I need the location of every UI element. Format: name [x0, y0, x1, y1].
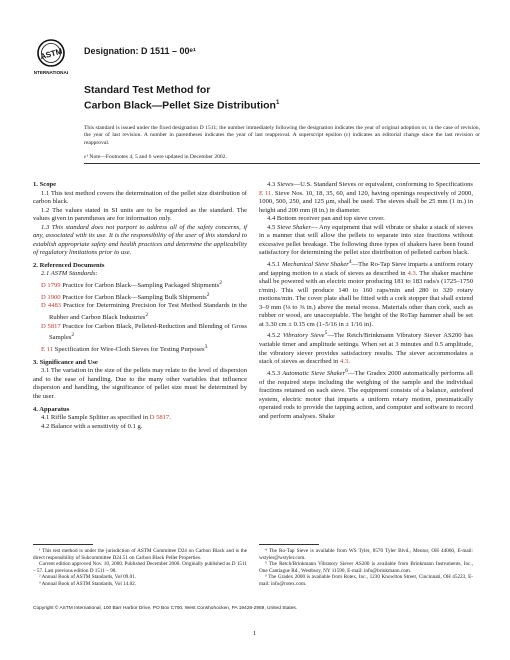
designation: Designation: D 1511 – 00ᵉ¹ [84, 46, 196, 56]
section-1-heading: 1. Scope [33, 181, 57, 188]
reference-link[interactable]: E 11 [41, 346, 54, 354]
section-2-heading: 2. Referenced Documents [33, 261, 105, 269]
reference-link[interactable]: D 1799 [41, 282, 61, 290]
para-4-5-2: 4.5.2 Vibratory Sieve$^5$—The Retch/Brinkmann Vibratory Siever AS200 has variable timer and amplitude settings. When set at 3 minutes and 0.5 amplitude, the vibratory siever provides satisfactory results. The siever accommodates a stack of sieves as described in 4.3. [259, 330, 473, 366]
header-rule [84, 163, 480, 164]
reference-item: D 1799 Practice for Carbon Black—Sampling Packaged Shipments$^2$ [41, 280, 222, 290]
footnote: ⁵ The Retch/Brinkmann Vibratory Siever AS200 is available from Brinkmann Instruments, Inc., One Cantiague Rd., Westbury, NY 11590, E-mail: info@brinkmann.com. [259, 561, 473, 574]
para-1-1: 1.1 This test method covers the determination of the pellet size distribution of carbon black. [33, 189, 247, 206]
page-number: 1 [253, 630, 257, 637]
para-4-2: 4.2 Balance with a sensitivity of 0.1 g. [41, 422, 143, 430]
reference-link[interactable]: D 5817 [149, 414, 170, 422]
reference-link[interactable]: D 5817 [41, 322, 61, 330]
reference-item: E 11 Specification for Wire-Cloth Sieves for Testing Purposes$^3$ [41, 344, 208, 354]
footnote: ⁴ The Ro-Tap Sieve is available from WS Tyler, 8570 Tyler Blvd., Mentor, OH 44060, E-mail: wstyler@wstyler.com. [259, 548, 473, 561]
copyright: Copyright © ASTM International, 100 Barr Harbor Drive, PO Box C700, West Conshohocken, PA 19428-2959, United States. [33, 606, 298, 611]
document-title [84, 84, 279, 113]
footnote-rule [259, 544, 319, 545]
astm-logo [34, 38, 68, 78]
title-line2: Carbon Black—Pellet Size Distribution$^1$ [84, 99, 280, 112]
right-column [259, 181, 473, 421]
reference-link[interactable]: 4.3 [407, 269, 416, 277]
section-4-heading: 4. Apparatus [33, 405, 70, 413]
reference-link[interactable]: D 1900 [41, 293, 61, 301]
svg-text:ASTM: ASTM [39, 46, 64, 62]
footnote: ¹ This test method is under the jurisdiction of ASTM Committee D24 on Carbon Black and is the direct responsibility of Subcommittee D24.51 on Carbon Black Pellet Properties. [33, 548, 247, 561]
lead-paragraph: This standard is issued under the fixed designation D 1511; the number immediately following the designation indicates the year of original adoption or, in the case of revision, the year of last revision. A number in parentheses indicates the year of last reapproval. A superscript epsilon (ε) indicates an editorial change since the last revision or reapproval. [84, 125, 480, 146]
para-3-1: 3.1 The variation in the size of the pellets may relate to the level of dispersion and to the ease of handling. Due to the many other variables that influence dispersion and handling, the significance of pellet size must be determined by the user. [33, 367, 247, 400]
reference-link[interactable]: E 11 [259, 189, 272, 197]
para-1-2: 1.2 The values stated in SI units are to be regarded as the standard. The values given in parentheses are for information only. [33, 206, 247, 223]
footnotes-left [33, 548, 247, 588]
footnote: ² Annual Book of ASTM Standards, Vol 09.01. [39, 574, 137, 581]
logo-text: INTERNATIONAL [34, 70, 68, 75]
para-4-5: 4.5 Sieve Shaker— Any equipment that will vibrate or shake a stack of sieves in a manner that will allow the pellets to separate into size fractions without excessive pellet breakage. The following three types of shakers have been found satisfactory for determining the pellet size distribution of pelleted carbon black. [259, 223, 474, 257]
left-column [33, 181, 247, 431]
footnote-rule [33, 544, 93, 545]
para-4-3: 4.3 Sieves—U.S. Standard Sieves or equivalent, conforming to Specifications E 11. Sieve Nos. 10, 18, 35, 60, and 120, having openings respectively of 2000, 1000, 500, 250, and 125 μm, shall be used. The sieves shall be 25 mm (1 in.) in height and 200 mm (8 in.) in diameter. [259, 181, 473, 214]
para-4-1: 4.1 Riffle Sample Splitter as specified in D 5817. [41, 414, 171, 422]
editorial-note: ε¹ Note—Footnotes 4, 5 and 6 were updated in December 2002. [84, 154, 227, 160]
reference-item: D 5817 Practice for Carbon Black, Pelleted-Reduction and Blending of Gross Samples$^2$ [41, 322, 247, 342]
para-2-1: 2.1 ASTM Standards: [41, 270, 98, 278]
reference-link[interactable]: D 4483 [41, 302, 62, 310]
para-4-5-3: 4.5.3 Automatic Sieve Shaker$^6$—The Gradex 2000 automatically performs all of the required steps including the weighing of the sample and the individual fractions retained on each sieve. The equipment consists of a balance, autofeed system, electric motor that imparts a uniform rotary motion, pneumatically operated rods to provide the tapping action, and computer and software to record and perform analyses. Shake [259, 367, 473, 420]
para-1-3: 1.3 This standard does not purport to address all of the safety concerns, if any, associated with its use. It is the responsibility of the user of this standard to establish appropriate safety and health practices and determine the applicability of regulatory limitations prior to use. [33, 223, 247, 257]
footnote: Current edition approved Nov. 10, 2000. Published December 2000. Originally published as D 1511 – 57. Last previous edition D 1511 – 98. [33, 561, 247, 574]
footnote: ⁶ The Gradex 2000 is available from Rotex, Inc., 1230 Knowlton Street, Cincinnati, OH 45223, E-mail: info@rotex.com. [259, 574, 473, 587]
reference-item: D 4483 Practice for Determining Precision for Test Method Standards in the Rubber and Carbon Black Industries$^2$ [41, 302, 247, 322]
footnotes-right [259, 548, 473, 588]
para-4-4: 4.4 Bottom receiver pan and top sieve cover. [267, 215, 385, 223]
para-4-5-1: 4.5.1 Mechanical Sieve Shaker$^4$—The Ro-Tap Sieve imparts a uniform rotary and tapping motion to a stack of sieves as described in 4.3. The shaker machine shall be powered with an electric motor producing 181 to 183 rads/s (1725–1750 r/min). This will produce 140 to 160 raps/min and 280 to 320 rotary motions/min. The cover plate shall be fitted with a cork stopper that shall extend 3–9 mm (⅛ to ⅜ in.) above the metal recess. Materials other than cork, such as rubber or wood, are unacceptable. The height of the RoTap hammer shall be set at 3.30 cm ± 0.15 cm (1–5/16 in ± 1/16 in). [259, 258, 474, 328]
reference-item: D 1900 Practice for Carbon Black—Sampling Bulk Shipments$^2$ [41, 291, 210, 301]
reference-link[interactable]: 4.3 [339, 358, 349, 366]
title-line1: Standard Test Method for [84, 84, 211, 96]
footnote: ³ Annual Book of ASTM Standards, Vol 14.02. [39, 580, 137, 587]
section-3-heading: 3. Significance and Use [33, 358, 98, 366]
